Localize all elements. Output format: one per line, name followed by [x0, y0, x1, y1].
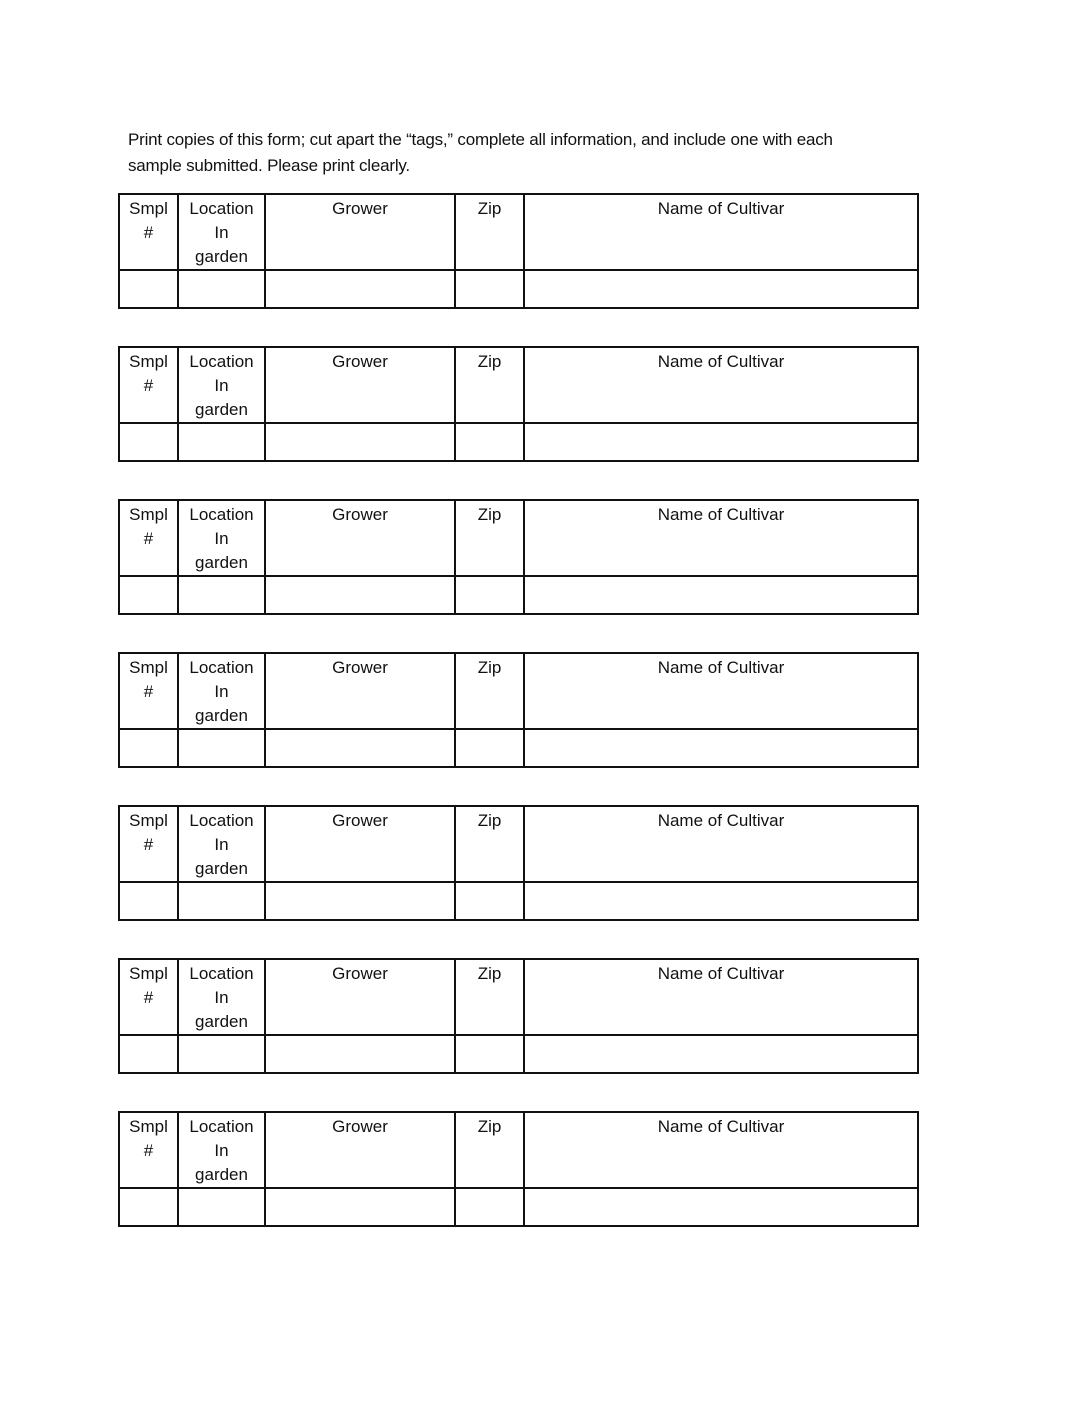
cultivar-header: Name of Cultivar	[524, 653, 918, 729]
zip-field[interactable]	[455, 1035, 524, 1073]
zip-field[interactable]	[455, 882, 524, 920]
zip-header: Zip	[455, 194, 524, 270]
location-header: Location In garden	[178, 806, 265, 882]
tag-header-row	[119, 500, 918, 576]
location-field[interactable]	[178, 1188, 265, 1226]
smpl-field[interactable]	[119, 423, 178, 461]
cultivar-field[interactable]	[524, 1035, 918, 1073]
grower-header: Grower	[265, 347, 455, 423]
zip-field[interactable]	[455, 576, 524, 614]
location-header: Location In garden	[178, 1112, 265, 1188]
sample-tag	[118, 958, 919, 1074]
zip-header: Zip	[455, 1112, 524, 1188]
instructions-line-2: sample submitted. Please print clearly.	[128, 156, 410, 175]
zip-field[interactable]	[455, 729, 524, 767]
location-header: Location In garden	[178, 959, 265, 1035]
smpl-header: Smpl #	[119, 194, 178, 270]
tag-entry-row	[119, 882, 918, 920]
location-field[interactable]	[178, 423, 265, 461]
zip-header: Zip	[455, 806, 524, 882]
cultivar-field[interactable]	[524, 423, 918, 461]
tag-entry-row	[119, 576, 918, 614]
smpl-field[interactable]	[119, 882, 178, 920]
zip-field[interactable]	[455, 270, 524, 308]
grower-header: Grower	[265, 653, 455, 729]
grower-header: Grower	[265, 500, 455, 576]
instructions	[128, 127, 928, 179]
cultivar-header: Name of Cultivar	[524, 806, 918, 882]
smpl-field[interactable]	[119, 729, 178, 767]
smpl-header: Smpl #	[119, 500, 178, 576]
zip-header: Zip	[455, 500, 524, 576]
location-header: Location In garden	[178, 194, 265, 270]
smpl-field[interactable]	[119, 270, 178, 308]
location-header: Location In garden	[178, 653, 265, 729]
cultivar-header: Name of Cultivar	[524, 959, 918, 1035]
sample-tag	[118, 193, 919, 309]
cultivar-header: Name of Cultivar	[524, 347, 918, 423]
instructions-line-1: Print copies of this form; cut apart the “tags,” complete all information, and include one with each	[128, 130, 833, 149]
grower-field[interactable]	[265, 270, 455, 308]
cultivar-field[interactable]	[524, 576, 918, 614]
smpl-header: Smpl #	[119, 653, 178, 729]
sample-tag	[118, 652, 919, 768]
smpl-field[interactable]	[119, 1188, 178, 1226]
sample-tag	[118, 1111, 919, 1227]
tag-entry-row	[119, 270, 918, 308]
smpl-field[interactable]	[119, 576, 178, 614]
grower-field[interactable]	[265, 729, 455, 767]
grower-header: Grower	[265, 194, 455, 270]
sample-tag	[118, 346, 919, 462]
zip-header: Zip	[455, 347, 524, 423]
tag-header-row	[119, 959, 918, 1035]
smpl-header: Smpl #	[119, 347, 178, 423]
tag-header-row	[119, 806, 918, 882]
grower-field[interactable]	[265, 882, 455, 920]
grower-field[interactable]	[265, 1188, 455, 1226]
sample-tag	[118, 499, 919, 615]
cultivar-header: Name of Cultivar	[524, 1112, 918, 1188]
cultivar-field[interactable]	[524, 1188, 918, 1226]
tag-header-row	[119, 1112, 918, 1188]
smpl-header: Smpl #	[119, 959, 178, 1035]
grower-field[interactable]	[265, 1035, 455, 1073]
tag-header-row	[119, 194, 918, 270]
cultivar-field[interactable]	[524, 270, 918, 308]
grower-header: Grower	[265, 959, 455, 1035]
zip-header: Zip	[455, 959, 524, 1035]
grower-header: Grower	[265, 806, 455, 882]
location-field[interactable]	[178, 576, 265, 614]
cultivar-field[interactable]	[524, 882, 918, 920]
location-field[interactable]	[178, 882, 265, 920]
smpl-header: Smpl #	[119, 806, 178, 882]
cultivar-header: Name of Cultivar	[524, 194, 918, 270]
location-header: Location In garden	[178, 347, 265, 423]
zip-field[interactable]	[455, 423, 524, 461]
location-field[interactable]	[178, 270, 265, 308]
grower-header: Grower	[265, 1112, 455, 1188]
tag-entry-row	[119, 1188, 918, 1226]
location-header: Location In garden	[178, 500, 265, 576]
grower-field[interactable]	[265, 576, 455, 614]
tag-header-row	[119, 653, 918, 729]
smpl-field[interactable]	[119, 1035, 178, 1073]
zip-header: Zip	[455, 653, 524, 729]
tag-entry-row	[119, 729, 918, 767]
grower-field[interactable]	[265, 423, 455, 461]
location-field[interactable]	[178, 1035, 265, 1073]
smpl-header: Smpl #	[119, 1112, 178, 1188]
location-field[interactable]	[178, 729, 265, 767]
cultivar-field[interactable]	[524, 729, 918, 767]
tag-entry-row	[119, 423, 918, 461]
cultivar-header: Name of Cultivar	[524, 500, 918, 576]
tag-header-row	[119, 347, 918, 423]
zip-field[interactable]	[455, 1188, 524, 1226]
tag-entry-row	[119, 1035, 918, 1073]
sample-tag	[118, 805, 919, 921]
